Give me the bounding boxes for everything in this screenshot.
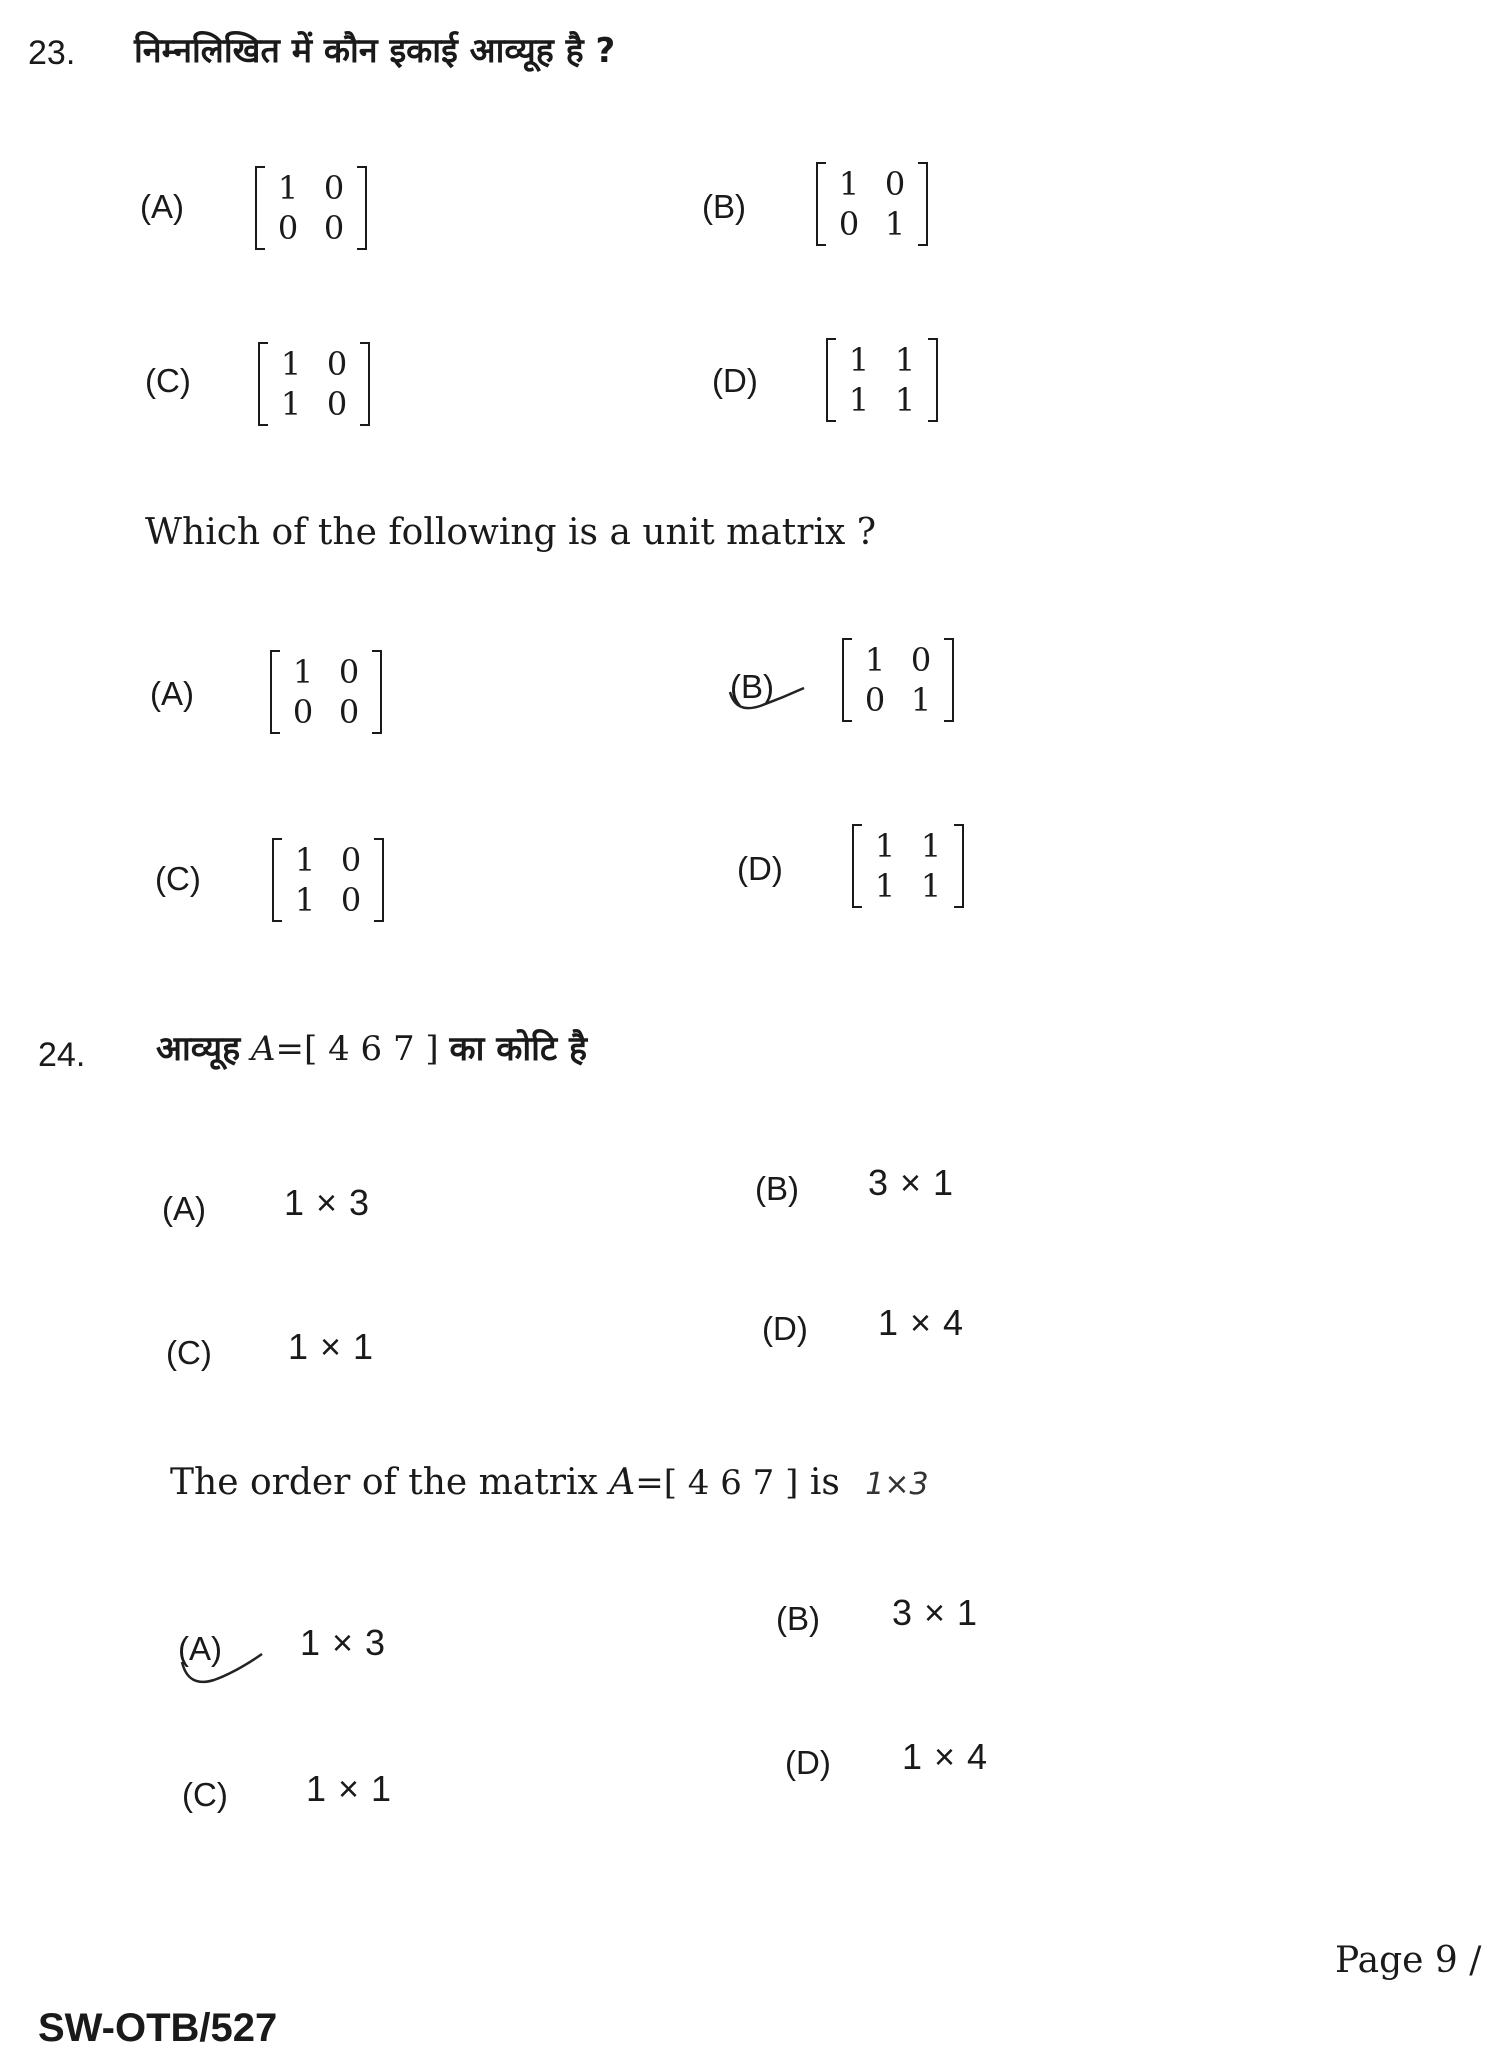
q23-hi-option-b-matrix bbox=[816, 164, 928, 244]
q24-number: 24. bbox=[38, 1036, 86, 1074]
matrix-cell: 1 bbox=[920, 827, 942, 865]
q24-hi-option-a-value: 1 × 3 bbox=[284, 1182, 371, 1223]
q24-hindi-question bbox=[156, 1024, 587, 1070]
matrix-cell: 1 bbox=[874, 827, 896, 865]
matrix-row: =[ 4 6 7 ] bbox=[275, 1029, 439, 1069]
q24-english-question bbox=[170, 1462, 929, 1503]
matrix-name: A bbox=[250, 1029, 276, 1069]
q24-hi-option-d-label: (D) bbox=[762, 1310, 808, 1347]
q23-hi-option-a-matrix bbox=[255, 168, 367, 248]
matrix-cell: 0 bbox=[326, 345, 348, 383]
q24-en-option-a-value: 1 × 3 bbox=[300, 1622, 387, 1663]
matrix-cell: 1 bbox=[848, 381, 870, 419]
q23-en-option-c-matrix bbox=[272, 840, 384, 920]
q23-en-option-a-label: (A) bbox=[150, 675, 194, 712]
matrix-cell: 1 bbox=[277, 169, 299, 207]
q24-hindi-prefix: आव्यूह bbox=[156, 1029, 241, 1069]
matrix-cell: 1 bbox=[910, 681, 932, 719]
q23-hi-option-b-label: (B) bbox=[702, 188, 746, 225]
matrix-cell: 0 bbox=[323, 169, 345, 207]
q23-english-question: Which of the following is a unit matrix ? bbox=[145, 512, 877, 553]
q24-english-suffix: is bbox=[809, 1462, 840, 1503]
q23-hi-option-c-label: (C) bbox=[145, 362, 191, 399]
q23-en-option-a-matrix bbox=[270, 652, 382, 732]
matrix-cell: 0 bbox=[884, 165, 906, 203]
matrix-cell: 0 bbox=[838, 205, 860, 243]
matrix-cell: 0 bbox=[323, 209, 345, 247]
q24-en-option-d-label: (D) bbox=[785, 1744, 831, 1781]
q24-hi-option-c-label: (C) bbox=[166, 1334, 212, 1371]
q24-hi-option-b-label: (B) bbox=[755, 1170, 799, 1207]
q24-hi-option-a-label: (A) bbox=[162, 1190, 206, 1227]
matrix-cell: 1 bbox=[894, 381, 916, 419]
q23-en-option-c-label: (C) bbox=[155, 860, 201, 897]
q23-en-option-d-label: (D) bbox=[737, 850, 783, 887]
q23-hi-option-a-label: (A) bbox=[140, 188, 184, 225]
q23-hi-option-d-matrix bbox=[826, 340, 938, 420]
q23-hindi-question: निम्नलिखित में कौन इकाई आव्यूह है ? bbox=[134, 31, 616, 71]
matrix-cell: 1 bbox=[294, 841, 316, 879]
q23-hi-option-d-label: (D) bbox=[712, 362, 758, 399]
matrix-cell: 1 bbox=[884, 205, 906, 243]
q23-number: 23. bbox=[28, 34, 76, 72]
q24-hindi-suffix: का कोटि है bbox=[449, 1029, 588, 1069]
matrix-cell: 1 bbox=[280, 385, 302, 423]
q24-en-option-d-value: 1 × 4 bbox=[902, 1736, 989, 1777]
matrix-cell: 1 bbox=[864, 641, 886, 679]
matrix-cell: 1 bbox=[874, 867, 896, 905]
answer-tick-mark bbox=[176, 1634, 268, 1690]
q23-hi-option-c-matrix bbox=[258, 344, 370, 424]
matrix-cell: 1 bbox=[280, 345, 302, 383]
matrix-cell: 1 bbox=[292, 653, 314, 691]
page-number: Page 9 / bbox=[1335, 1940, 1482, 1981]
q23-en-option-b-label: (B) bbox=[730, 668, 774, 705]
matrix-cell: 0 bbox=[338, 653, 360, 691]
matrix-cell: 1 bbox=[838, 165, 860, 203]
matrix-cell: 0 bbox=[338, 693, 360, 731]
paper-code: SW-OTB/527 bbox=[38, 2006, 278, 2050]
q24-en-option-b-value: 3 × 1 bbox=[892, 1592, 979, 1633]
q24-hi-option-d-value: 1 × 4 bbox=[878, 1302, 965, 1343]
answer-tick-mark bbox=[726, 662, 816, 718]
matrix-cell: 1 bbox=[294, 881, 316, 919]
q24-hi-option-c-value: 1 × 1 bbox=[288, 1326, 375, 1367]
q24-hi-option-b-value: 3 × 1 bbox=[868, 1162, 955, 1203]
matrix-cell: 1 bbox=[894, 341, 916, 379]
q24-english-prefix: The order of the matrix bbox=[170, 1462, 598, 1503]
q23-en-option-d-matrix bbox=[852, 826, 964, 906]
matrix-row: =[ 4 6 7 ] bbox=[635, 1463, 799, 1503]
matrix-cell: 0 bbox=[864, 681, 886, 719]
q24-en-option-a-label: (A) bbox=[178, 1630, 222, 1667]
matrix-cell: 0 bbox=[277, 209, 299, 247]
matrix-cell: 0 bbox=[292, 693, 314, 731]
matrix-cell: 0 bbox=[340, 881, 362, 919]
q24-en-option-b-label: (B) bbox=[776, 1600, 820, 1637]
matrix-cell: 0 bbox=[340, 841, 362, 879]
matrix-cell: 1 bbox=[920, 867, 942, 905]
q24-en-option-c-label: (C) bbox=[182, 1776, 228, 1813]
q23-en-option-b-matrix bbox=[842, 640, 954, 720]
matrix-cell: 0 bbox=[326, 385, 348, 423]
matrix-cell: 1 bbox=[848, 341, 870, 379]
matrix-name: A bbox=[609, 1462, 636, 1503]
handwritten-answer: 1×3 bbox=[865, 1467, 929, 1502]
matrix-cell: 0 bbox=[910, 641, 932, 679]
q24-en-option-c-value: 1 × 1 bbox=[306, 1768, 393, 1809]
